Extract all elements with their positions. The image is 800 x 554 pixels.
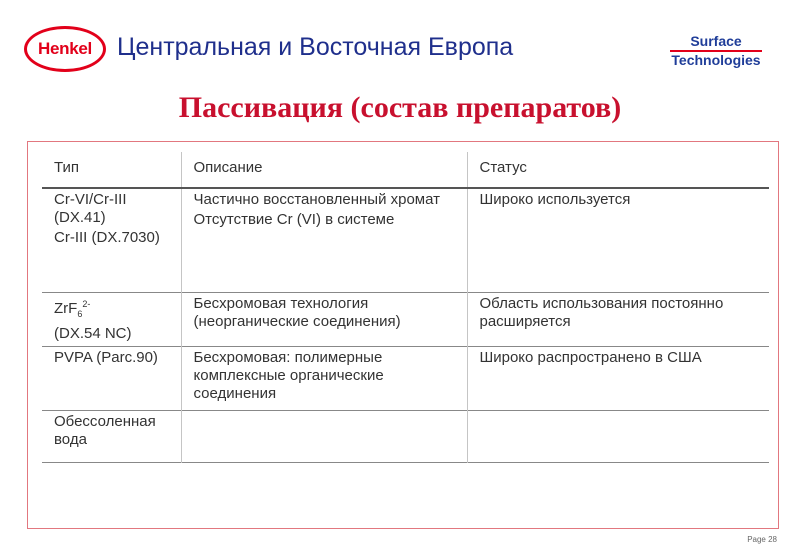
slide-title: Пассивация (состав препаратов) bbox=[178, 91, 622, 124]
type-code: (DX.54 NC) bbox=[54, 324, 132, 342]
cell-description bbox=[181, 188, 467, 292]
cell-status bbox=[467, 410, 769, 462]
brand-line-2: Technologies bbox=[671, 52, 761, 68]
table-row bbox=[42, 292, 769, 346]
cell-type bbox=[42, 410, 181, 462]
table-row bbox=[42, 346, 769, 410]
type-item: PVPA (Parc.90) bbox=[54, 348, 158, 366]
column-header-status: Статус bbox=[467, 152, 769, 188]
henkel-logo bbox=[24, 26, 106, 72]
cell-type bbox=[42, 188, 181, 292]
surface-technologies-logo bbox=[656, 34, 776, 68]
composition-table bbox=[42, 152, 769, 463]
type-item: Обессоленная вода bbox=[54, 412, 156, 448]
status-item: Область использования постоянно расширяется bbox=[479, 294, 724, 330]
type-item: Cr-III (DX.7030) bbox=[54, 229, 160, 246]
table-header-row bbox=[42, 152, 769, 188]
logo-text: Henkel bbox=[38, 39, 92, 58]
table-row bbox=[42, 188, 769, 292]
description-item: Бесхромовая технология (неорганические соединения) bbox=[193, 294, 401, 330]
page-number: Page 28 bbox=[747, 535, 777, 544]
description-item: Частично восстановленный хромат bbox=[193, 191, 441, 208]
region-title: Центральная и Восточная Европа bbox=[117, 33, 514, 61]
cell-description bbox=[181, 292, 467, 346]
column-header-type: Тип bbox=[42, 152, 181, 188]
type-item: Cr-VI/Cr-III (DX.41) bbox=[54, 191, 127, 226]
status-item: Широко распространено в США bbox=[479, 348, 702, 366]
description-item: Отсутствие Cr (VI) в системе bbox=[193, 211, 395, 228]
brand-line-1: Surface bbox=[690, 33, 742, 49]
cell-type bbox=[42, 346, 181, 410]
description-item: Бесхромовая: полимерные комплексные органические соединения bbox=[193, 348, 384, 402]
cell-description bbox=[181, 410, 467, 462]
cell-status bbox=[467, 346, 769, 410]
status-item: Широко используется bbox=[479, 191, 631, 208]
cell-description bbox=[181, 346, 467, 410]
cell-status bbox=[467, 188, 769, 292]
cell-type bbox=[42, 292, 181, 346]
cell-status bbox=[467, 292, 769, 346]
column-header-description: Описание bbox=[181, 152, 467, 188]
type-formula: ZrF$_6^{2-}$ bbox=[54, 298, 91, 319]
table-row bbox=[42, 410, 769, 462]
